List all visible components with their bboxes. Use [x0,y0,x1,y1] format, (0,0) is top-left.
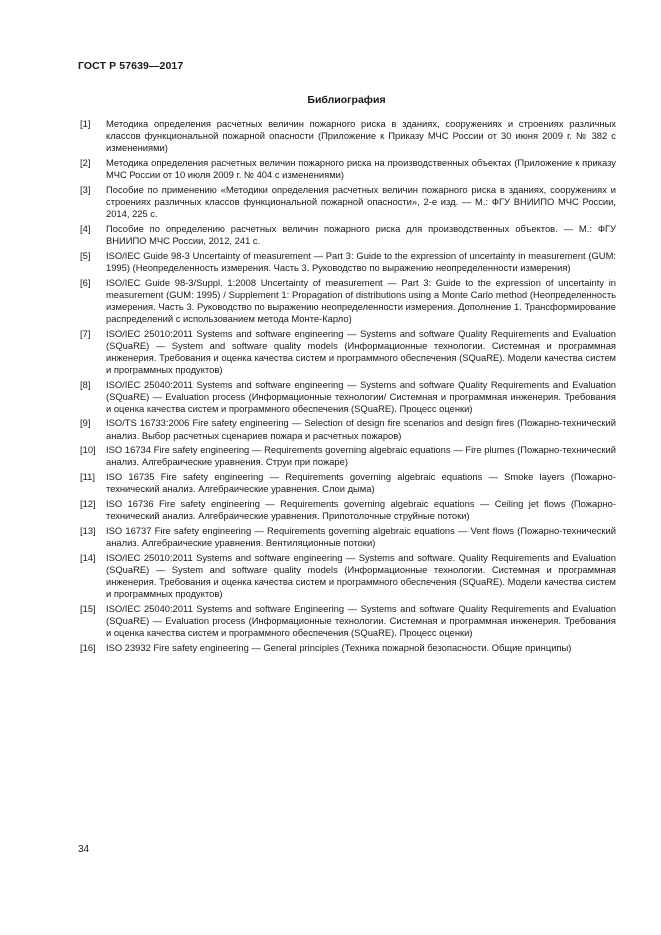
reference-text: Пособие по применению «Методики определения расчетных величин пожарного риска в зданиях, сооружениях и строениях различных классов функциональной пожарной опасности», 2-е изд. — М.: ФГУ ВНИИПО МЧС России, 2014, 225 с. [106,183,616,219]
reference-text: ISO 16737 Fire safety engineering — Requirements governing algebraic equations — Vent flows (Пожарно-технический анализ. Алгебраические уравнения. Вентиляционные потоки) [106,525,616,549]
bibliography-item [80,642,616,654]
reference-text: ISO 16735 Fire safety engineering — Requirements governing algebraic equations — Smoke layers (Пожарно-технический анализ. Алгебраические уравнения. Слои дыма) [106,471,616,495]
reference-number: [9] [80,417,91,429]
document-code: ГОСТ Р 57639—2017 [78,60,184,72]
bibliography-item [80,184,616,220]
reference-number: [13] [80,525,96,537]
reference-text: ISO/IEC Guide 98-3/Suppl. 1:2008 Uncertainty of measurement — Part 3: Guide to the expression of uncertainty in measurement (GUM: 1995) / Supplement 1: Propagation of distributions using a Monte Carlo method (Неопределенность измерения. Часть 3. Руководство по выражению неопределенности измерения. Дополнение 1. Трансформирование распределений с использованием метода Монте-Карло) [106,276,616,324]
reference-text: ISO/IEC 25010:2011 Systems and software engineering — Systems and software. Quality Requirements and Evaluation (SQuaRE) — System and software quality models (Информационные технологии. Системная и программная инженерия. Требования и оценка качества систем и программного обеспечения (SQuaRE). Модели качества систем и программных продуктов) [106,551,616,600]
bibliography-item [80,277,616,325]
reference-number: [2] [80,156,91,168]
reference-number: [6] [80,276,91,288]
reference-number: [12] [80,498,96,510]
bibliography-item [80,498,616,522]
reference-text: ISO/IEC 25010:2011 Systems and software engineering — Systems and software Quality Requirements and Evaluation (SQuaRE) — System and software quality models (Информационные технологии. Системная и программная инженерия. Требования и оценка качества систем и программного обеспечения (SQuaRE). Модели качества систем и программных продуктов) [106,327,616,375]
reference-text: ISO/IEC 25040:2011 Systems and software Engineering — Systems and software Quality Requirements and Evaluation (SQuaRE) — Evaluation process (Информационные технологии. Системная и программная инженерия. Требования и оценка качества систем и программного обеспечения (SQuaRE). Процесс оценки) [106,602,616,638]
reference-text: Пособие по определению расчетных величин пожарного риска для производственных объектов. — М.: ФГУ ВНИИПО МЧС России, 2012, 241 с. [106,222,616,246]
reference-number: [3] [80,183,91,195]
bibliography-item [80,603,616,639]
reference-text: ISO 23932 Fire safety engineering — General principles (Техника пожарной безопасности. Общие принципы) [106,641,572,653]
bibliography-item [80,471,616,495]
reference-text: ISO/IEC 25040:2011 Systems and software engineering — Systems and software Quality Requirements and Evaluation (SQuaRE) — Evaluation process (Информационные технологии/ Системная и программная инженерия. Требования и оценка качества систем и программного обеспечения (SQuaRE). Процесс оценки) [106,378,616,414]
bibliography-list [80,118,616,657]
reference-text: ISO 16736 Fire safety engineering — Requirements governing algebraic equations — Ceiling jet flows (Пожарно-технический анализ. Алгебраические уравнения. Припотолочные струйные потоки) [106,498,616,522]
bibliography-item [80,223,616,247]
reference-number: [15] [80,602,96,614]
reference-number: [10] [80,444,96,456]
bibliography-item [80,328,616,376]
reference-number: [7] [80,327,91,339]
reference-text: Методика определения расчетных величин пожарного риска на производственных объектах (Приложение к приказу МЧС России от 10 июля 2009 г. № 404 с изменениями) [106,156,616,180]
reference-number: [11] [80,471,95,483]
reference-number: [16] [80,641,96,653]
reference-text: ISO/TS 16733:2006 Fire safety engineering — Selection of design fire scenarios and design fires (Пожарно-технический анализ. Выбор расчетных сценариев пожара и расчетных пожаров) [106,417,616,441]
bibliography-item [80,157,616,181]
bibliography-item [80,250,616,274]
reference-text: ISO 16734 Fire safety engineering — Requirements governing algebraic equations — Fire plumes (Пожарно-технический анализ. Алгебраические уравнения. Струи при пожаре) [106,444,616,468]
bibliography-item [80,444,616,468]
reference-text: ISO/IEC Guide 98-3 Uncertainty of measurement — Part 3: Guide to the expression of uncertainty in measurement (GUM: 1995) (Неопределенность измерения. Часть 3. Руководство по выражению неопределенности измерения) [106,249,616,273]
reference-number: [8] [80,378,91,390]
reference-number: [4] [80,222,91,234]
page-number: 34 [78,844,90,855]
bibliography-item [80,379,616,415]
reference-text: Методика определения расчетных величин пожарного риска в зданиях, сооружениях и строениях различных классов функциональной пожарной опасности (Приложение к Приказу МЧС России от 30 июня 2009 г. № 382 с изменениями) [106,118,616,154]
reference-number: [1] [80,118,91,129]
bibliography-item [80,118,616,154]
bibliography-item [80,525,616,549]
reference-number: [5] [80,249,91,261]
reference-number: [14] [80,551,96,563]
section-title: Библиография [307,94,386,106]
bibliography-item [80,552,616,600]
bibliography-item [80,417,616,441]
